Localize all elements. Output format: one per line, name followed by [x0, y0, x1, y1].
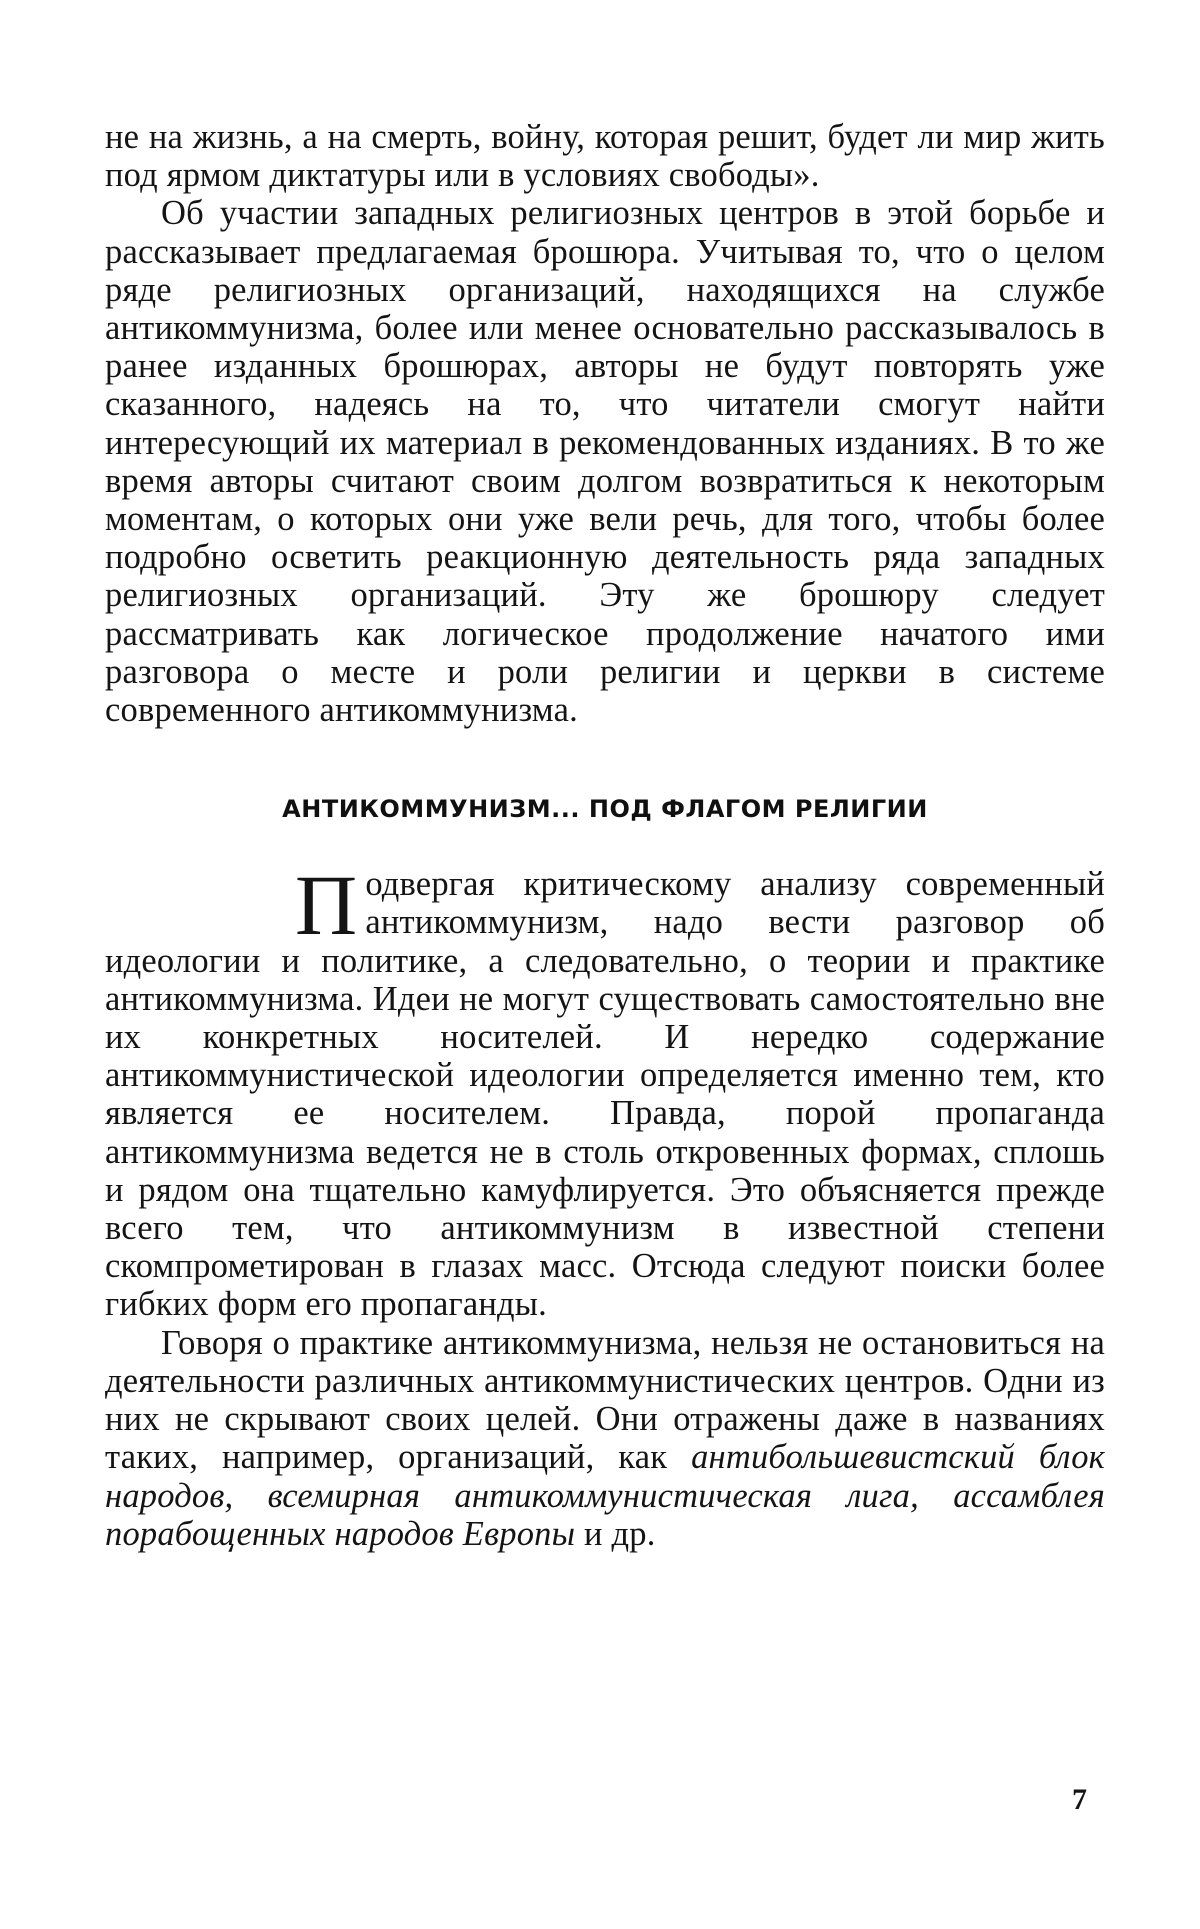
paragraph-practice-text: Говоря о практике антикоммунизма, нельзя не остановиться на деятельности различных антикоммунистических центров. Одни из них не скрывают своих целей. Они отражены даже в названиях таких, например, организаций, как	[105, 1323, 1105, 1477]
paragraph-practice	[105, 1324, 1105, 1553]
paragraph-brochure-intro: Об участии западных религиозных центров в этой борьбе и рассказывает предлагаемая брошюра. Учитывая то, что о целом ряде религиозных организаций, находящихся на службе антикоммунизма, более или менее основательно рассказывалось в ранее изданных брошюрах, авторы не будут повторять уже сказанного, надеясь на то, что читатели смогут найти интересующий их материал в рекомендованных изданиях. В то же время авторы считают своим долгом возвратиться к некоторым моментам, о которых они уже вели речь, для того, чтобы более подробно осветить реакционную деятельность ряда западных религиозных организаций. Эту же брошюру следует рассматривать как логическое продолжение начатого ими разговора о месте и роли религии и церкви в системе современного антикоммунизма.	[105, 194, 1105, 730]
page-number: 7	[1072, 1783, 1087, 1816]
paragraph-analysis	[105, 857, 1105, 1324]
organization-names-italic: антибольшевистский блок народов, всемирная антикоммунистическая лига, ассамблея порабощенных народов Европы	[105, 1438, 1105, 1553]
paragraph-continuation: не на жизнь, а на смерть, войну, которая решит, будет ли мир жить под ярмом диктатуры или в условиях свободы».	[105, 118, 1105, 195]
section-heading: АНТИКОММУНИЗМ... ПОД ФЛАГОМ РЕЛИГИИ	[282, 795, 928, 824]
drop-cap-initial: П	[295, 857, 358, 954]
paragraph-analysis-text: одвергая критическому анализу современный антикоммунизм, надо вести разговор об идеологии и политике, а следовательно, о теории и практике антикоммунизма. Идеи не могут существовать самостоятельно вне их конкретных носителей. И нередко содержание антикоммунистической идеологии определяется именно тем, кто является ее носителем. Правда, порой пропаганда антикоммунизма ведется не в столь откровенных формах, сплошь и рядом она тщательно камуфлируется. Это объясняется прежде всего тем, что антикоммунизм в известной степени скомпрометирован в глазах масс. Отсюда следуют поиски более гибких форм его пропаганды.	[105, 865, 1105, 1324]
page-body	[105, 118, 1105, 1553]
paragraph-practice-end: и др.	[575, 1514, 656, 1553]
